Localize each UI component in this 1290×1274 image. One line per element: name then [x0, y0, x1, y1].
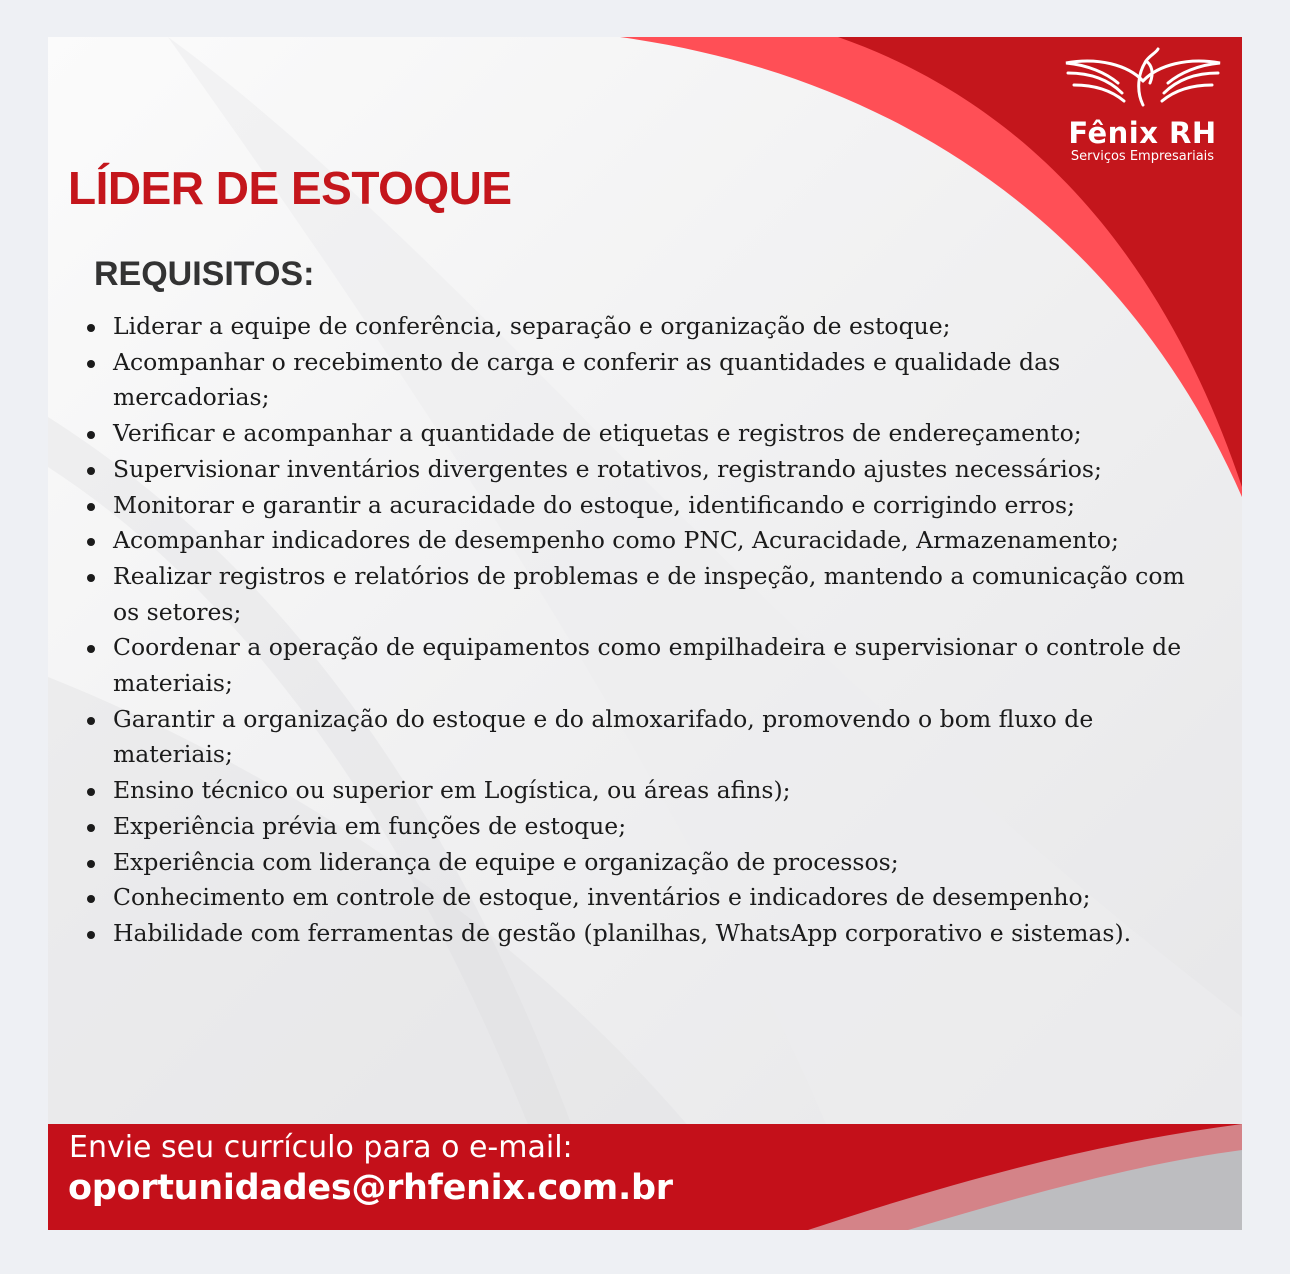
contact-email[interactable]: oportunidades@rhfenix.com.br	[68, 1168, 673, 1208]
requirement-item: Acompanhar indicadores de desempenho como PNC, Acuracidade, Armazenamento;	[113, 523, 1193, 559]
phoenix-wings-icon	[1058, 43, 1228, 113]
requirements-heading: REQUISITOS:	[94, 255, 315, 293]
job-posting-card	[48, 37, 1242, 1230]
requirement-item: Supervisionar inventários divergentes e rotativos, registrando ajustes necessários;	[113, 452, 1193, 488]
requirement-item: Garantir a organização do estoque e do almoxarifado, promovendo o bom fluxo de materiais;	[113, 702, 1193, 773]
requirement-item: Liderar a equipe de conferência, separação e organização de estoque;	[113, 309, 1193, 345]
requirement-item: Habilidade com ferramentas de gestão (planilhas, WhatsApp corporativo e sistemas).	[113, 916, 1193, 952]
requirement-item: Realizar registros e relatórios de problemas e de inspeção, mantendo a comunicação com os setores;	[113, 559, 1193, 630]
requirement-item: Experiência com liderança de equipe e organização de processos;	[113, 845, 1193, 881]
company-logo	[1055, 43, 1230, 183]
requirement-item: Ensino técnico ou superior em Logística, ou áreas afins);	[113, 773, 1193, 809]
requirements-list	[113, 309, 1193, 952]
requirement-item: Experiência prévia em funções de estoque;	[113, 809, 1193, 845]
requirement-item: Coordenar a operação de equipamentos como empilhadeira e supervisionar o controle de materiais;	[113, 630, 1193, 701]
company-tagline: Serviços Empresariais	[1070, 149, 1215, 164]
footer-label: Envie seu currículo para o e-mail:	[69, 1130, 573, 1165]
footer-banner	[48, 1124, 1242, 1230]
requirement-item: Verificar e acompanhar a quantidade de etiquetas e registros de endereçamento;	[113, 416, 1193, 452]
requirement-item: Monitorar e garantir a acuracidade do estoque, identificando e corrigindo erros;	[113, 488, 1193, 524]
requirement-item: Acompanhar o recebimento de carga e conferir as quantidades e qualidade das mercadorias;	[113, 345, 1193, 416]
requirement-item: Conhecimento em controle de estoque, inventários e indicadores de desempenho;	[113, 880, 1193, 916]
company-name: Fênix RH	[1068, 116, 1217, 150]
job-title: LÍDER DE ESTOQUE	[68, 162, 512, 214]
